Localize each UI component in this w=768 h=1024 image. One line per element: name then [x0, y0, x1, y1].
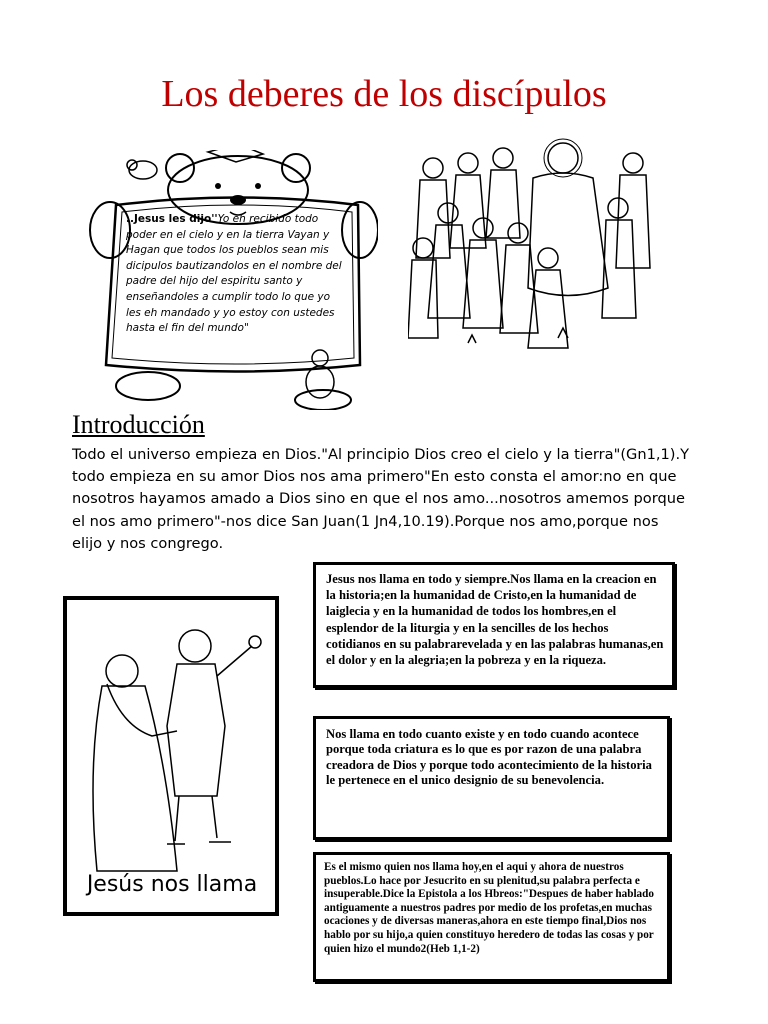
quote-body: Yo eh recibido todo poder en el cielo y en la tierra Vayan y Hagan que todos los pueblos sean mis dicipulos bautizandolos en el nombre del padre del hijo del espiritu santo y enseñandoles a cumplir todo lo que yo les eh mandado y yo estoy con ustedes hasta el fin del mundo" — [126, 213, 342, 335]
jesus-disciples-illustration — [408, 138, 658, 356]
intro-paragraph: Todo el universo empieza en Dios."Al principio Dios creo el cielo y la tierra"(Gn1,1).Y todo empieza en su amor Dios nos ama primero"En esto consta el amor:no en que nosotros hayamos amado a Dios sino en que el nos amo...nosotros amemos porque el nos amo primero"-nos dice San Juan(1 Jn4,10.19).Porque nos amo,porque nos elijo y nos congrego. — [72, 446, 690, 552]
intro-heading: Introducción — [72, 410, 205, 439]
illustration-caption: Jesús nos llama — [86, 872, 258, 897]
text-box-2: Nos llama en todo cuanto existe y en todo cuando acontece porque toda criatura es lo que es por razon de una palabra creadora de Dios y porque todo acontecimiento de la historia le pertenece en el unico designio de su benevolencia. — [313, 716, 670, 840]
text-box-1: Jesus nos llama en todo y siempre.Nos llama en la creacion en la historia;en la humanidad de Cristo,en la humanidad de laiglecia y en la humanidad de todos los hombres,en el esplendor de la liturgia y en la sencilles de los hechos cotidianos en su palabrarevelada y en las palabras humanas,en el dolor y en la alegria;en la pobreza y en la riqueza. — [313, 562, 675, 688]
jesus-calls-illustration — [63, 596, 279, 916]
quote-lead: ..Jesus les dijo'' — [126, 213, 218, 225]
text-box-3: Es el mismo quien nos llama hoy,en el aqui y ahora de nuestros pueblos.Lo hace por Jesucrito en su plenitud,su palabra perfecta e insuperable.Dice la Epistola a los Hbreos:"Despues de haber hablado antiguamente a nuestros padres por medio de los profetas,en muchas ocaciones y de diversas maneras,ahora en este tiempo final,Dios nos hablo por su hijo,a quien constituyo heredero de todas las cosas y por quien hizo el mundo2(Heb 1,1-2) — [313, 852, 670, 982]
sign-quote — [126, 212, 348, 337]
page-title: Los deberes de los discípulos — [161, 73, 607, 115]
